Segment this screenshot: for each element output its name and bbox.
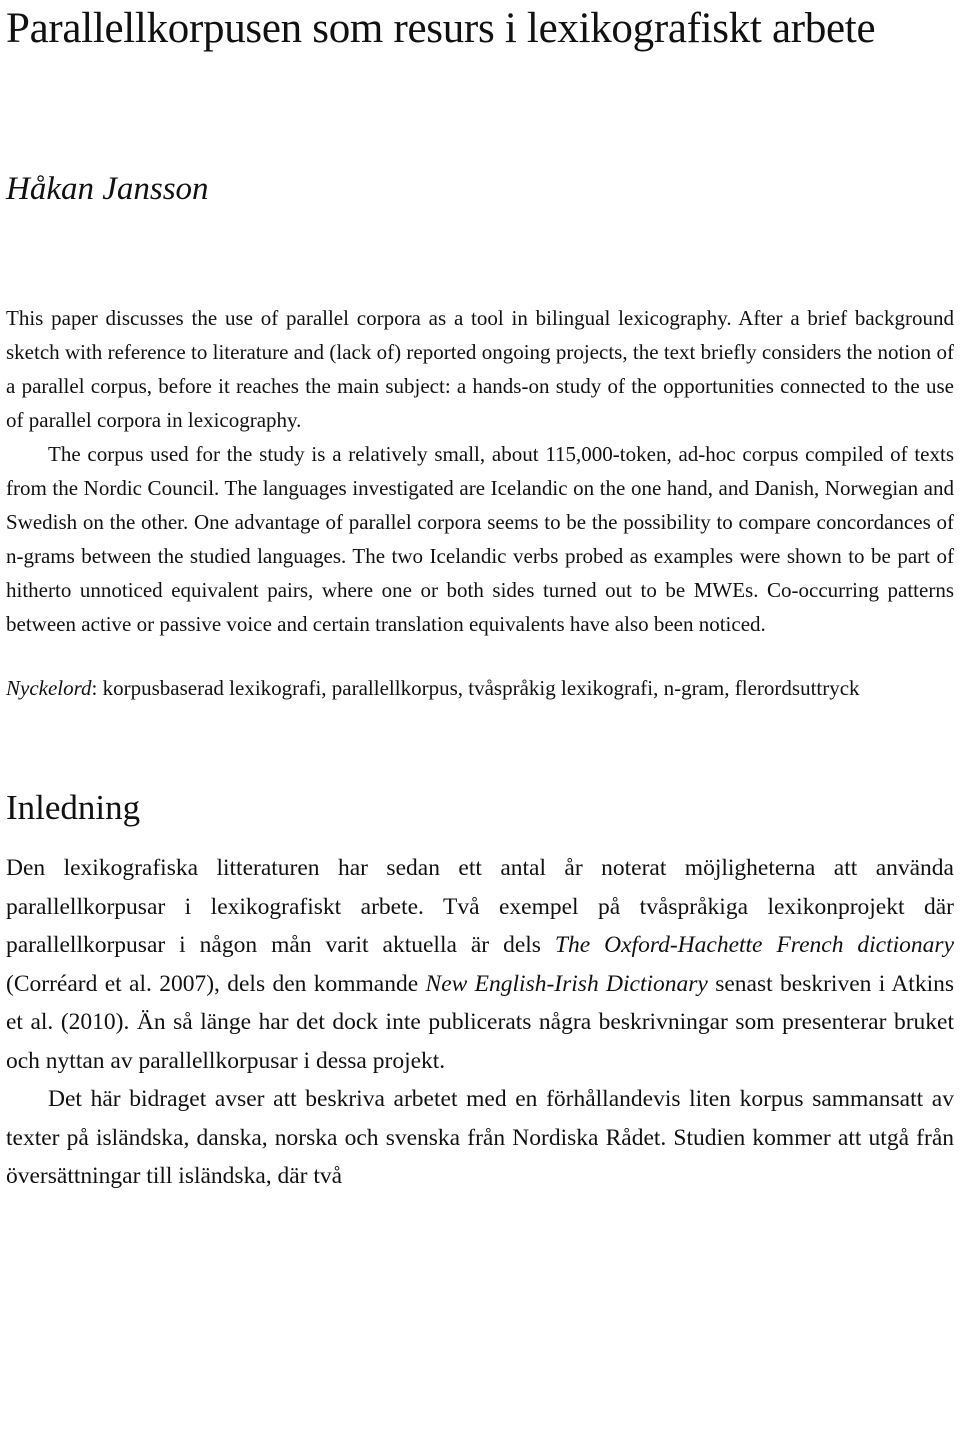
- section-body: [6, 849, 954, 1196]
- keywords-label: Nyckelord: [6, 676, 92, 700]
- body-paragraph: Det här bidraget avser att beskriva arbetet med en förhållandevis liten korpus sammansatt av texter på isländska, danska, norska och svenska från Nordiska Rådet. Studien kommer att utgå från översättningar till isländska, där två: [6, 1086, 954, 1189]
- abstract-paragraph: This paper discusses the use of parallel corpora as a tool in bilingual lexicography. After a brief background sketch with reference to literature and (lack of) reported ongoing projects, the text briefly considers the notion of a parallel corpus, before it reaches the main subject: a hands-on study of the opportunities connected to the use of parallel corpora in lexicography.: [6, 306, 954, 432]
- abstract-paragraph: The corpus used for the study is a relatively small, about 115,000-token, ad-hoc corpus compiled of texts from the Nordic Council. The languages investigated are Icelandic on the one hand, and Danish, Norwegian and Swedish on the other. One advantage of parallel corpora seems to be the possibility to compare concordances of n-grams between the studied languages. The two Icelandic verbs probed as examples were shown to be part of hitherto unnoticed equivalent pairs, where one or both sides turned out to be MWEs. Co-occurring patterns between active or passive voice and certain translation equivalents have also been noticed.: [6, 442, 954, 636]
- keywords-list: korpusbaserad lexikografi, parallellkorpus, tvåspråkig lexikografi, n-gram, flerordsuttryck: [97, 676, 860, 700]
- keywords-separator: :: [91, 676, 98, 700]
- cited-title: New English-Irish Dictionary: [425, 970, 708, 997]
- body-text-run: (Corréard et al. 2007), dels den kommande: [6, 970, 426, 997]
- abstract: [6, 301, 954, 641]
- body-paragraph: [6, 849, 954, 1080]
- document-page: [6, 0, 954, 1196]
- author-name: Håkan Jansson: [6, 171, 209, 207]
- cited-title: The Oxford-Hachette French dictionary: [554, 932, 955, 958]
- keywords: [6, 671, 954, 705]
- body-text-run: senast beskriven i Atkins et al. (2010). Än så länge har det dock inte publicerats några beskrivningar som presenterar bruket och nyttan av parallellkorpusar i dessa projekt.: [6, 970, 954, 1074]
- body-text-run: Den lexikografiska litteraturen har sedan ett antal år noterat möjligheterna att använda parallellkorpusar i lexikografiskt arbete. Två exempel på tvåspråkiga lexikonprojekt där parallellkorpusar i någon mån varit aktuella är dels: [6, 855, 954, 958]
- article-title: Parallellkorpusen som resurs i lexikografiskt arbete: [6, 5, 876, 52]
- section-heading: Inledning: [6, 788, 141, 827]
